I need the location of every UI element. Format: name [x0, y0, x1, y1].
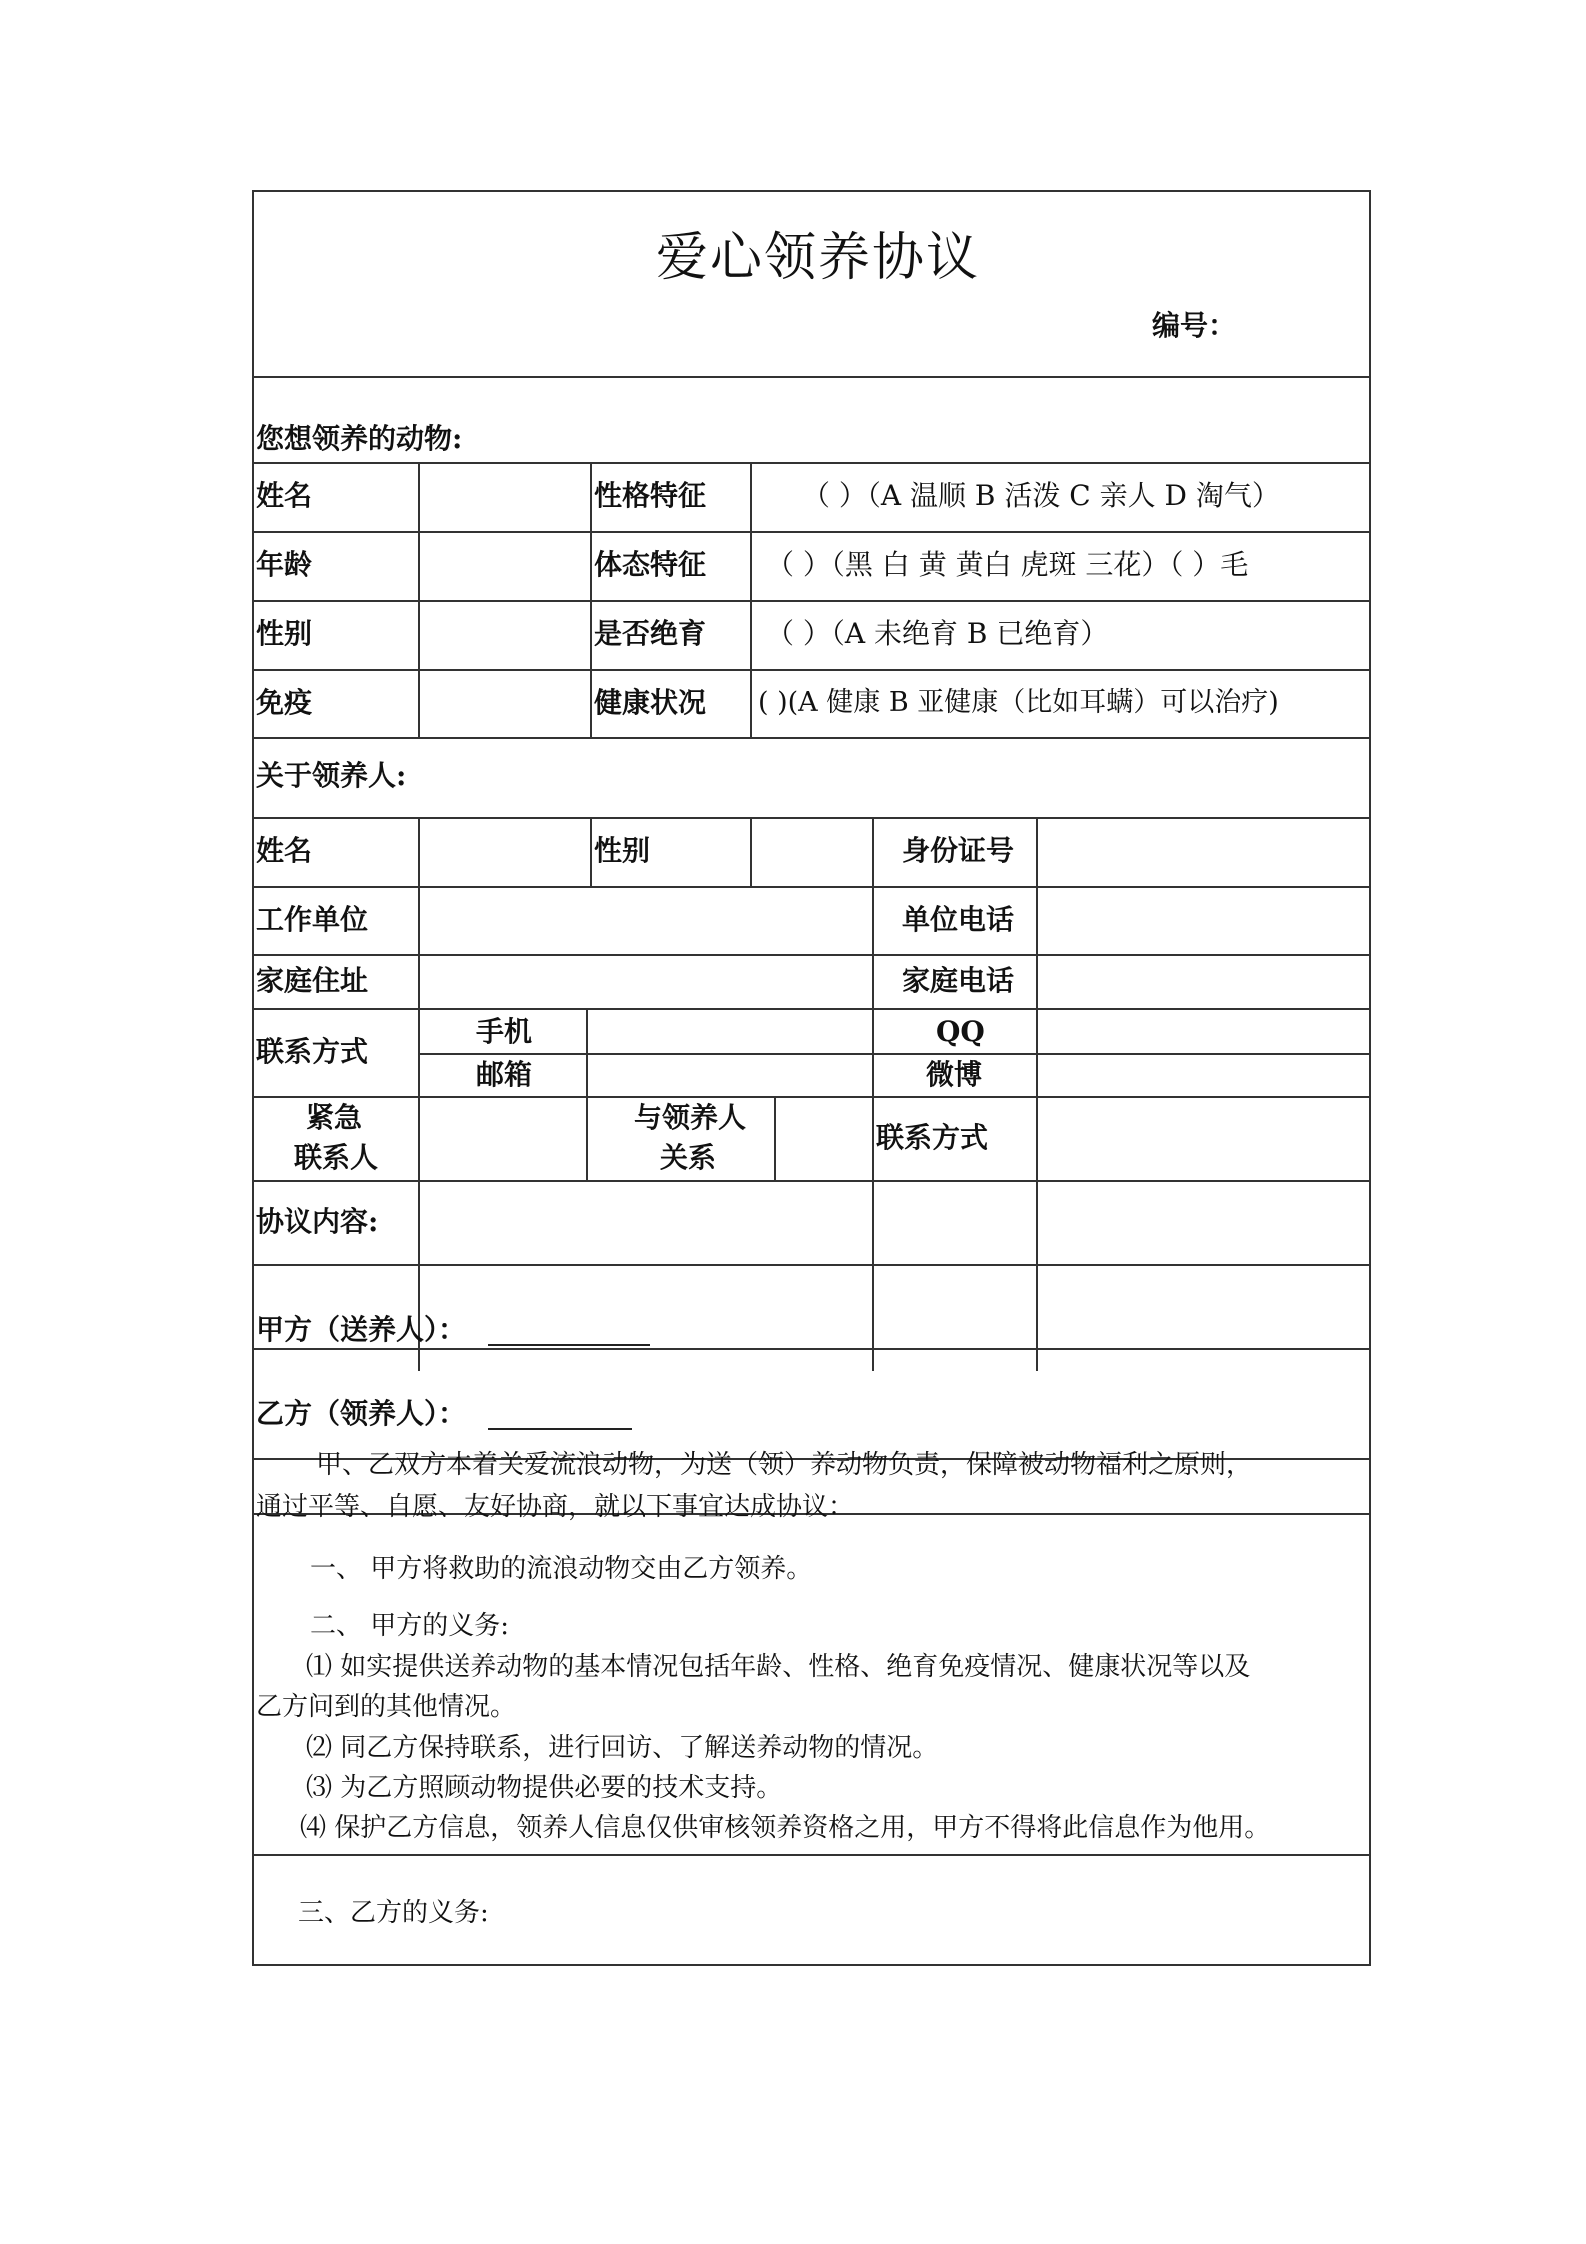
divider — [586, 1096, 588, 1180]
adopter-section-heading: 关于领养人: — [256, 759, 407, 792]
party-b-signature-line — [488, 1428, 632, 1430]
immunization-label: 免疫 — [256, 686, 313, 719]
home-address-label: 家庭住址 — [256, 964, 369, 997]
divider — [774, 1096, 776, 1180]
agreement-heading: 协议内容: — [256, 1205, 379, 1238]
divider — [254, 1854, 1371, 1856]
animal-age-label: 年龄 — [256, 548, 313, 581]
clause-2-item-1: ⑴ 如实提供送养动物的基本情况包括年龄、性格、绝育免疫情况、健康状况等以及 — [306, 1652, 1251, 1682]
divider — [590, 462, 592, 737]
appearance-label: 体态特征 — [594, 548, 707, 581]
id-number-label: 身份证号 — [902, 834, 1015, 867]
adopter-name-label: 姓名 — [256, 834, 313, 867]
party-b-label: 乙方（领养人）： — [256, 1397, 467, 1430]
clause-2-item-1-cont: 乙方问到的其他情况。 — [256, 1692, 517, 1722]
divider — [254, 1348, 1371, 1350]
divider — [254, 1096, 1371, 1098]
divider — [254, 1264, 1371, 1266]
divider — [254, 462, 1371, 464]
animal-gender-label: 性别 — [256, 617, 313, 650]
party-a-label: 甲方（送养人）： — [256, 1313, 467, 1346]
page-title: 爱心领养协议 — [656, 228, 981, 288]
animal-section-heading: 您想领养的动物: — [256, 422, 463, 455]
relation-label: 与领养人 — [634, 1101, 747, 1134]
personality-label: 性格特征 — [594, 479, 707, 512]
divider — [1036, 817, 1038, 1371]
animal-name-label: 姓名 — [256, 479, 313, 512]
emergency-contact-label: 紧急 — [306, 1101, 363, 1134]
divider — [254, 954, 1371, 956]
divider — [254, 1180, 1371, 1182]
divider — [254, 600, 1371, 602]
divider — [254, 376, 1371, 378]
home-phone-label: 家庭电话 — [902, 964, 1015, 997]
emergency-contact-method-label: 联系方式 — [876, 1121, 989, 1154]
divider — [418, 1053, 1371, 1055]
clause-1: 一、 甲方将救助的流浪动物交由乙方领养。 — [310, 1554, 813, 1584]
divider — [750, 462, 752, 737]
mobile-label: 手机 — [476, 1015, 533, 1048]
clause-2-item-2: ⑵ 同乙方保持联系，进行回访、了解送养动物的情况。 — [306, 1733, 939, 1763]
adopter-gender-label: 性别 — [594, 834, 651, 867]
contact-method-label: 联系方式 — [256, 1035, 369, 1068]
serial-number-label: 编号： — [1152, 309, 1237, 342]
qq-label: QQ — [936, 1015, 985, 1048]
workplace-label: 工作单位 — [256, 903, 369, 936]
divider — [750, 817, 752, 886]
email-label: 邮箱 — [476, 1058, 533, 1091]
clause-2-item-4: ⑷ 保护乙方信息，领养人信息仅供审核领养资格之用，甲方不得将此信息作为他用。 — [300, 1813, 1271, 1843]
relation-label-2: 关系 — [660, 1141, 717, 1174]
emergency-contact-label-2: 联系人 — [294, 1141, 379, 1174]
health-options: ( )(A 健康 B 亚健康（比如耳螨）可以治疗) — [758, 687, 1279, 718]
divider — [586, 1008, 588, 1096]
clause-2-title: 二、 甲方的义务: — [310, 1611, 510, 1641]
divider — [254, 1008, 1371, 1010]
intro-text-line1: 甲、乙双方本着关爱流浪动物，为送（领）养动物负责，保障被动物福利之原则， — [316, 1450, 1253, 1480]
divider — [254, 669, 1371, 671]
personality-options: （ ）（A 温顺 B 活泼 C 亲人 D 淘气） — [802, 479, 1280, 512]
clause-3-title: 三、乙方的义务: — [298, 1898, 489, 1928]
divider — [418, 462, 420, 737]
divider — [254, 531, 1371, 533]
work-phone-label: 单位电话 — [902, 903, 1015, 936]
party-a-signature-line — [488, 1344, 650, 1346]
health-label: 健康状况 — [594, 686, 707, 719]
neutered-options: （ ）（A 未绝育 B 已绝育） — [766, 617, 1109, 650]
divider — [254, 886, 1371, 888]
divider — [254, 737, 1371, 739]
divider — [590, 817, 592, 886]
divider — [254, 817, 1371, 819]
intro-text-line2: 通过平等、自愿、友好协商，就以下事宜达成协议： — [256, 1492, 855, 1522]
divider — [872, 817, 874, 1371]
neutered-label: 是否绝育 — [594, 617, 707, 650]
agreement-form — [252, 190, 1371, 1966]
appearance-options: （ ）（黑 白 黄 黄白 虎斑 三花）（ ）毛 — [766, 548, 1249, 581]
weibo-label: 微博 — [926, 1058, 983, 1091]
divider — [418, 817, 420, 1371]
clause-2-item-3: ⑶ 为乙方照顾动物提供必要的技术支持。 — [306, 1773, 783, 1803]
